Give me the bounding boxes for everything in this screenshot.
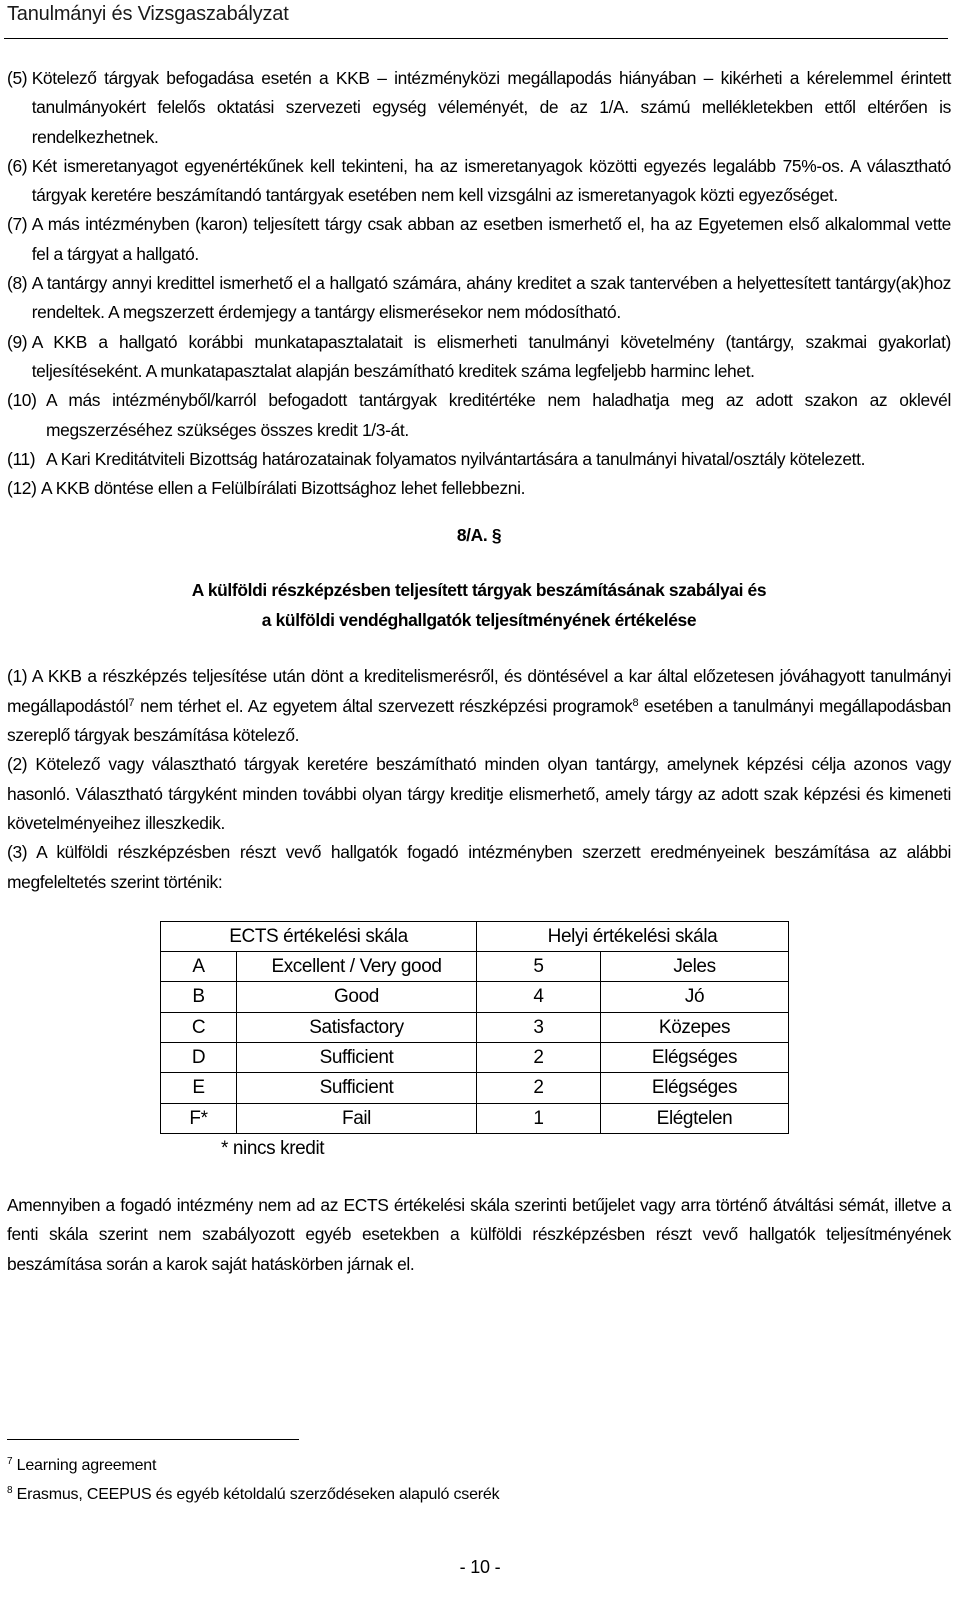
ects-description-cell: Satisfactory bbox=[237, 1012, 477, 1042]
table-row bbox=[161, 952, 789, 982]
table-header-row bbox=[161, 921, 789, 951]
section-paragraph-2: (2) Kötelező vagy választható tárgyak keretére beszámítható minden olyan tantárgy, amelynek képzési célja azonos vagy hasonló. Választható tárgyként minden további olyan tárgy kreditje elismerhető, amely tárgy az adott szak képzési és kimeneti követelményeihez illeszkedik. bbox=[7, 754, 951, 833]
local-grade-cell: 4 bbox=[477, 982, 601, 1012]
ects-letter-cell: B bbox=[161, 982, 237, 1012]
local-scale-header: Helyi értékelési skála bbox=[477, 921, 789, 951]
table-row bbox=[161, 1043, 789, 1073]
footnotes bbox=[7, 1451, 499, 1509]
footnote-reference-8[interactable]: 8 bbox=[632, 696, 639, 709]
section-heading: 8/A. § bbox=[456, 525, 502, 546]
grade-conversion-table bbox=[160, 921, 789, 1134]
local-grade-name-cell: Elégséges bbox=[601, 1043, 789, 1073]
table-row bbox=[161, 1073, 789, 1103]
ects-description-cell: Sufficient bbox=[237, 1043, 477, 1073]
footnote-text: Erasmus, CEEPUS és egyéb kétoldalú szerződéseken alapuló cserék bbox=[12, 1486, 500, 1503]
ects-description-cell: Excellent / Very good bbox=[237, 952, 477, 982]
footnote-text: Learning agreement bbox=[12, 1457, 157, 1474]
paragraph-5 bbox=[7, 64, 951, 152]
table-row bbox=[161, 982, 789, 1012]
ects-letter-cell: C bbox=[161, 1012, 237, 1042]
page-body bbox=[7, 64, 951, 1279]
paragraph-text: A KKB a hallgató korábbi munkatapasztalatait is elismerheti tanulmányi követelmény (tantárgy, szakmai gyakorlat) teljesítéseként. A munkatapasztalat alapján beszámítható kreditek száma legfeljebb harminc lehet. bbox=[31, 331, 951, 381]
closing-paragraph: Amennyiben a fogadó intézmény nem ad az ECTS értékelési skála szerinti betűjelet vagy arra történő átváltási sémát, illetve a fenti skála szerint nem szabályozott egyéb esetekben a külföldi részképzésben részt vevő hallgatók teljesítményének beszámítása során a karok saját hatáskörben járnak el. bbox=[7, 1194, 951, 1274]
paragraph-text: A Kari Kreditátviteli Bizottság határozatainak folyamatos nyilvántartására a tanulmányi hivatal/osztály kötelezett. bbox=[46, 448, 866, 469]
paragraph-text: A KKB döntése ellen a Felülbírálati Bizottsághoz lehet fellebbezni. bbox=[41, 478, 526, 499]
ects-description-cell: Sufficient bbox=[237, 1073, 477, 1103]
paragraph-number: (9) bbox=[7, 331, 32, 352]
local-grade-cell: 5 bbox=[477, 952, 601, 982]
ects-scale-header: ECTS értékelési skála bbox=[161, 921, 477, 951]
section-paragraph-1 bbox=[7, 662, 951, 750]
section-title-line-1: A külföldi részképzésben teljesített tárgyak beszámításának szabályai és bbox=[191, 580, 767, 601]
section-paragraph-3: (3) A külföldi részképzésben részt vevő hallgatók fogadó intézményben szerzett eredményeinek beszámítása az alábbi megfeleltetés szerint történik: bbox=[7, 842, 951, 892]
ects-letter-cell: D bbox=[161, 1043, 237, 1073]
paragraph-number: (6) bbox=[7, 155, 32, 176]
ects-letter-cell: A bbox=[161, 952, 237, 982]
paragraph-text: A más intézményből/karról befogadott tantárgyak kreditértéke nem haladhatja meg az adott szakon az oklevél megszerzéséhez szükséges összes kredit 1/3-át. bbox=[46, 390, 951, 440]
paragraph-number: (7) bbox=[7, 214, 32, 235]
section-title bbox=[7, 576, 951, 635]
local-grade-cell: 3 bbox=[477, 1012, 601, 1042]
footnote-mark: 7 bbox=[7, 1456, 13, 1467]
footnote-separator bbox=[7, 1439, 299, 1440]
ects-description-cell: Fail bbox=[237, 1103, 477, 1133]
local-grade-cell: 1 bbox=[477, 1103, 601, 1133]
section-title-line-2: a külföldi vendéghallgatók teljesítményének értékelése bbox=[261, 609, 697, 630]
document-header-title: Tanulmányi és Vizsgaszabályzat bbox=[7, 3, 289, 25]
paragraph-number: (5) bbox=[7, 68, 32, 88]
paragraph-number: (12) bbox=[7, 478, 42, 499]
paragraph-number: (10) bbox=[7, 390, 37, 411]
paragraph-10 bbox=[7, 386, 951, 445]
paragraph-text: (1) A KKB a részképzés teljesítése után dönt a kreditelismerésről, és döntésével a kar által előzetesen jóváhagyott tanulmányi megállapodástól bbox=[7, 666, 951, 716]
local-grade-name-cell: Elégtelen bbox=[601, 1103, 789, 1133]
header-divider bbox=[4, 38, 948, 39]
paragraph-6 bbox=[7, 152, 951, 211]
table-row bbox=[161, 1012, 789, 1042]
paragraph-text: nem térhet el. Az egyetem által szervezett részképzési programok bbox=[134, 695, 633, 716]
paragraph-12 bbox=[7, 474, 951, 503]
paragraph-text: Két ismeretanyagot egyenértékűnek kell tekinteni, ha az ismeretanyagok közötti egyezés legalább 75%-os. A választható tárgyak keretére beszámítandó tantárgyak esetében nem kell vizsgálni az ismeretanyagok közti egyezőséget. bbox=[31, 155, 951, 206]
ects-letter-cell: E bbox=[161, 1073, 237, 1103]
footnote-reference-7[interactable]: 7 bbox=[128, 696, 135, 709]
numbered-paragraphs bbox=[7, 64, 951, 503]
table-row bbox=[161, 1103, 789, 1133]
local-grade-name-cell: Elégséges bbox=[601, 1073, 789, 1103]
paragraph-text: Kötelező tárgyak befogadása esetén a KKB – intézményközi megállapodás hiányában – kikérheti a kérelemmel érintett tanulmányokért felelős oktatási szervezeti egység véleményét, de az 1/A. számú mellékletekben ettől eltérően is rendelkezhetnek. bbox=[31, 68, 951, 147]
paragraph-8 bbox=[7, 269, 951, 328]
local-grade-name-cell: Jeles bbox=[601, 952, 789, 982]
ects-letter-cell: F* bbox=[161, 1103, 237, 1133]
paragraph-7 bbox=[7, 210, 951, 269]
paragraph-11 bbox=[7, 445, 951, 474]
page-number: - 10 - bbox=[459, 1557, 501, 1577]
footnote-8 bbox=[7, 1480, 499, 1509]
paragraph-number: (8) bbox=[7, 273, 32, 294]
footnote-7 bbox=[7, 1451, 499, 1480]
paragraph-9 bbox=[7, 328, 951, 387]
table-note: * nincs kredit bbox=[221, 1137, 325, 1159]
paragraph-number: (11) bbox=[7, 448, 36, 469]
local-grade-name-cell: Jó bbox=[601, 982, 789, 1012]
paragraph-text: A tantárgy annyi kredittel ismerhető el a hallgató számára, ahány kreditet a szak tantervében a helyettesített tantárgy(ak)hoz rendeltek. A megszerzett érdemjegy a tantárgy elismerésekor nem módosítható. bbox=[31, 273, 951, 323]
footnote-mark: 8 bbox=[7, 1485, 13, 1496]
paragraph-text: A más intézményben (karon) teljesített tárgy csak abban az esetben ismerhető el, ha az Egyetemen első alkalommal vette fel a tárgyat a hallgató. bbox=[31, 214, 951, 264]
paragraph-text: esetében a tanulmányi megállapodásban szereplő tárgyak beszámítása kötelező. bbox=[7, 695, 951, 746]
local-grade-cell: 2 bbox=[477, 1073, 601, 1103]
ects-description-cell: Good bbox=[237, 982, 477, 1012]
local-grade-name-cell: Közepes bbox=[601, 1012, 789, 1042]
local-grade-cell: 2 bbox=[477, 1043, 601, 1073]
